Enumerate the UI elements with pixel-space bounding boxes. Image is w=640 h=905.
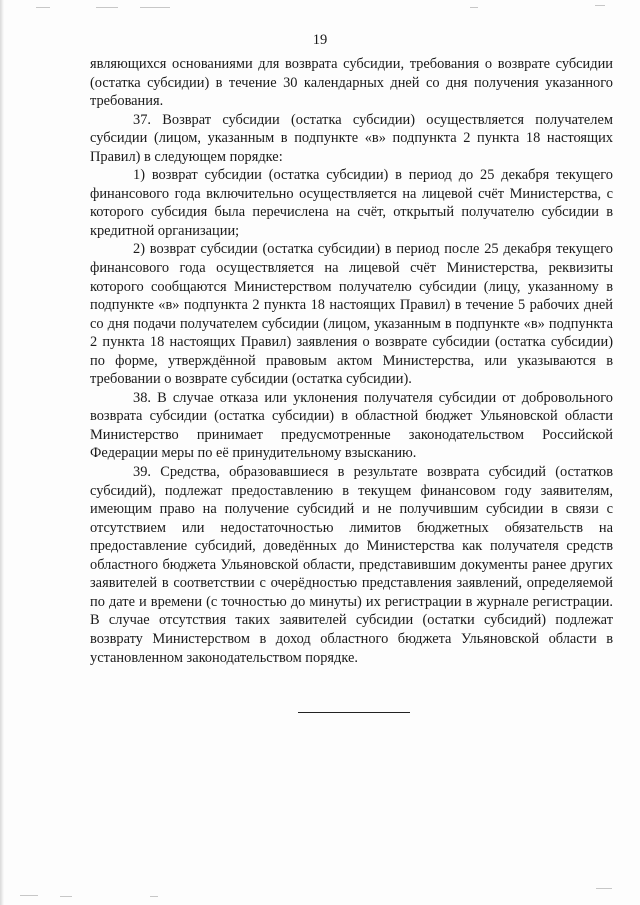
scan-mark (36, 7, 50, 8)
paragraph-continuation: являющихся основаниями для возврата субсидии, требования о возврате субсидии (остатка субсидии) в течение 30 календарных дней со дня получения указанного требования. (90, 56, 613, 110)
page-number: 19 (312, 32, 328, 48)
paragraph-37-item-1: 1) возврат субсидии (остатка субсидии) в период до 25 декабря текущего финансового года включительно осуществляется на лицевой счёт Министерства, с которого субсидия была перечислена на счёт, открытый получателю субсидии в кредитной организации; (90, 167, 613, 239)
paragraph-37: 37. Возврат субсидии (остатка субсидии) осуществляется получателем субсидии (лицом, указанным в подпункте «в» подпункта 2 пункта 18 настоящих Правил) в следующем порядке: (90, 111, 613, 165)
paragraph-37-item-2: 2) возврат субсидии (остатка субсидии) в период после 25 декабря текущего финансового года осуществляется на лицевой счёт Министерства, реквизиты которого сообщаются Министерством получателю субсидии (лицу, указанному в подпункте «в» подпункта 2 пункта 18 настоящих Правил) в течение 5 рабочих дней со дня подачи получателем субсидии (лицом, указанным в подпункте «в» подпункта 2 пункта 18 настоящих Правил) заявления о возврате субсидии (остатка субсидии) по форме, утверждённой правовым актом Министерства, или указываются в требовании о возврате субсидии (остатка субсидии). (90, 241, 613, 388)
scan-edge (0, 0, 4, 905)
scan-mark (595, 5, 605, 6)
scan-mark (96, 7, 118, 8)
paragraph-39: 39. Средства, образовавшиеся в результате возврата субсидий (остатков субсидий), подлежат предоставлению в текущем финансовом году заявителям, имеющим право на получение субсидий и не получившим субсидии в связи с отсутствием или недостаточностью лимитов бюджетных обязательств на предоставление субсидий, доведённых до Министерства как получателя средств областного бюджета Ульяновской области, представившим документы ранее других заявителей в соответствии с очерёдностью представления заявлений, определяемой по дате и времени (с точностью до минуты) их регистрации в журнале регистрации. В случае отсутствия таких заявителей субсидии (остатки субсидий) подлежат возврату Министерством в доход областного бюджета Ульяновской области в установленном законодательством порядке. (90, 464, 613, 666)
scan-mark (470, 7, 478, 8)
paragraph-38: 38. В случае отказа или уклонения получателя субсидии от добровольного возврата субсидии (остатка субсидии) в областной бюджет Ульяновской области Министерство принимает предусмотренные законодательством Российской Федерации меры по её принудительному взысканию. (90, 389, 613, 462)
document-body (90, 55, 613, 667)
scan-mark (60, 896, 72, 897)
scan-mark (140, 7, 170, 8)
closing-rule (298, 712, 410, 713)
scan-mark (150, 896, 158, 897)
scan-mark (20, 895, 38, 896)
scan-mark (596, 888, 612, 889)
